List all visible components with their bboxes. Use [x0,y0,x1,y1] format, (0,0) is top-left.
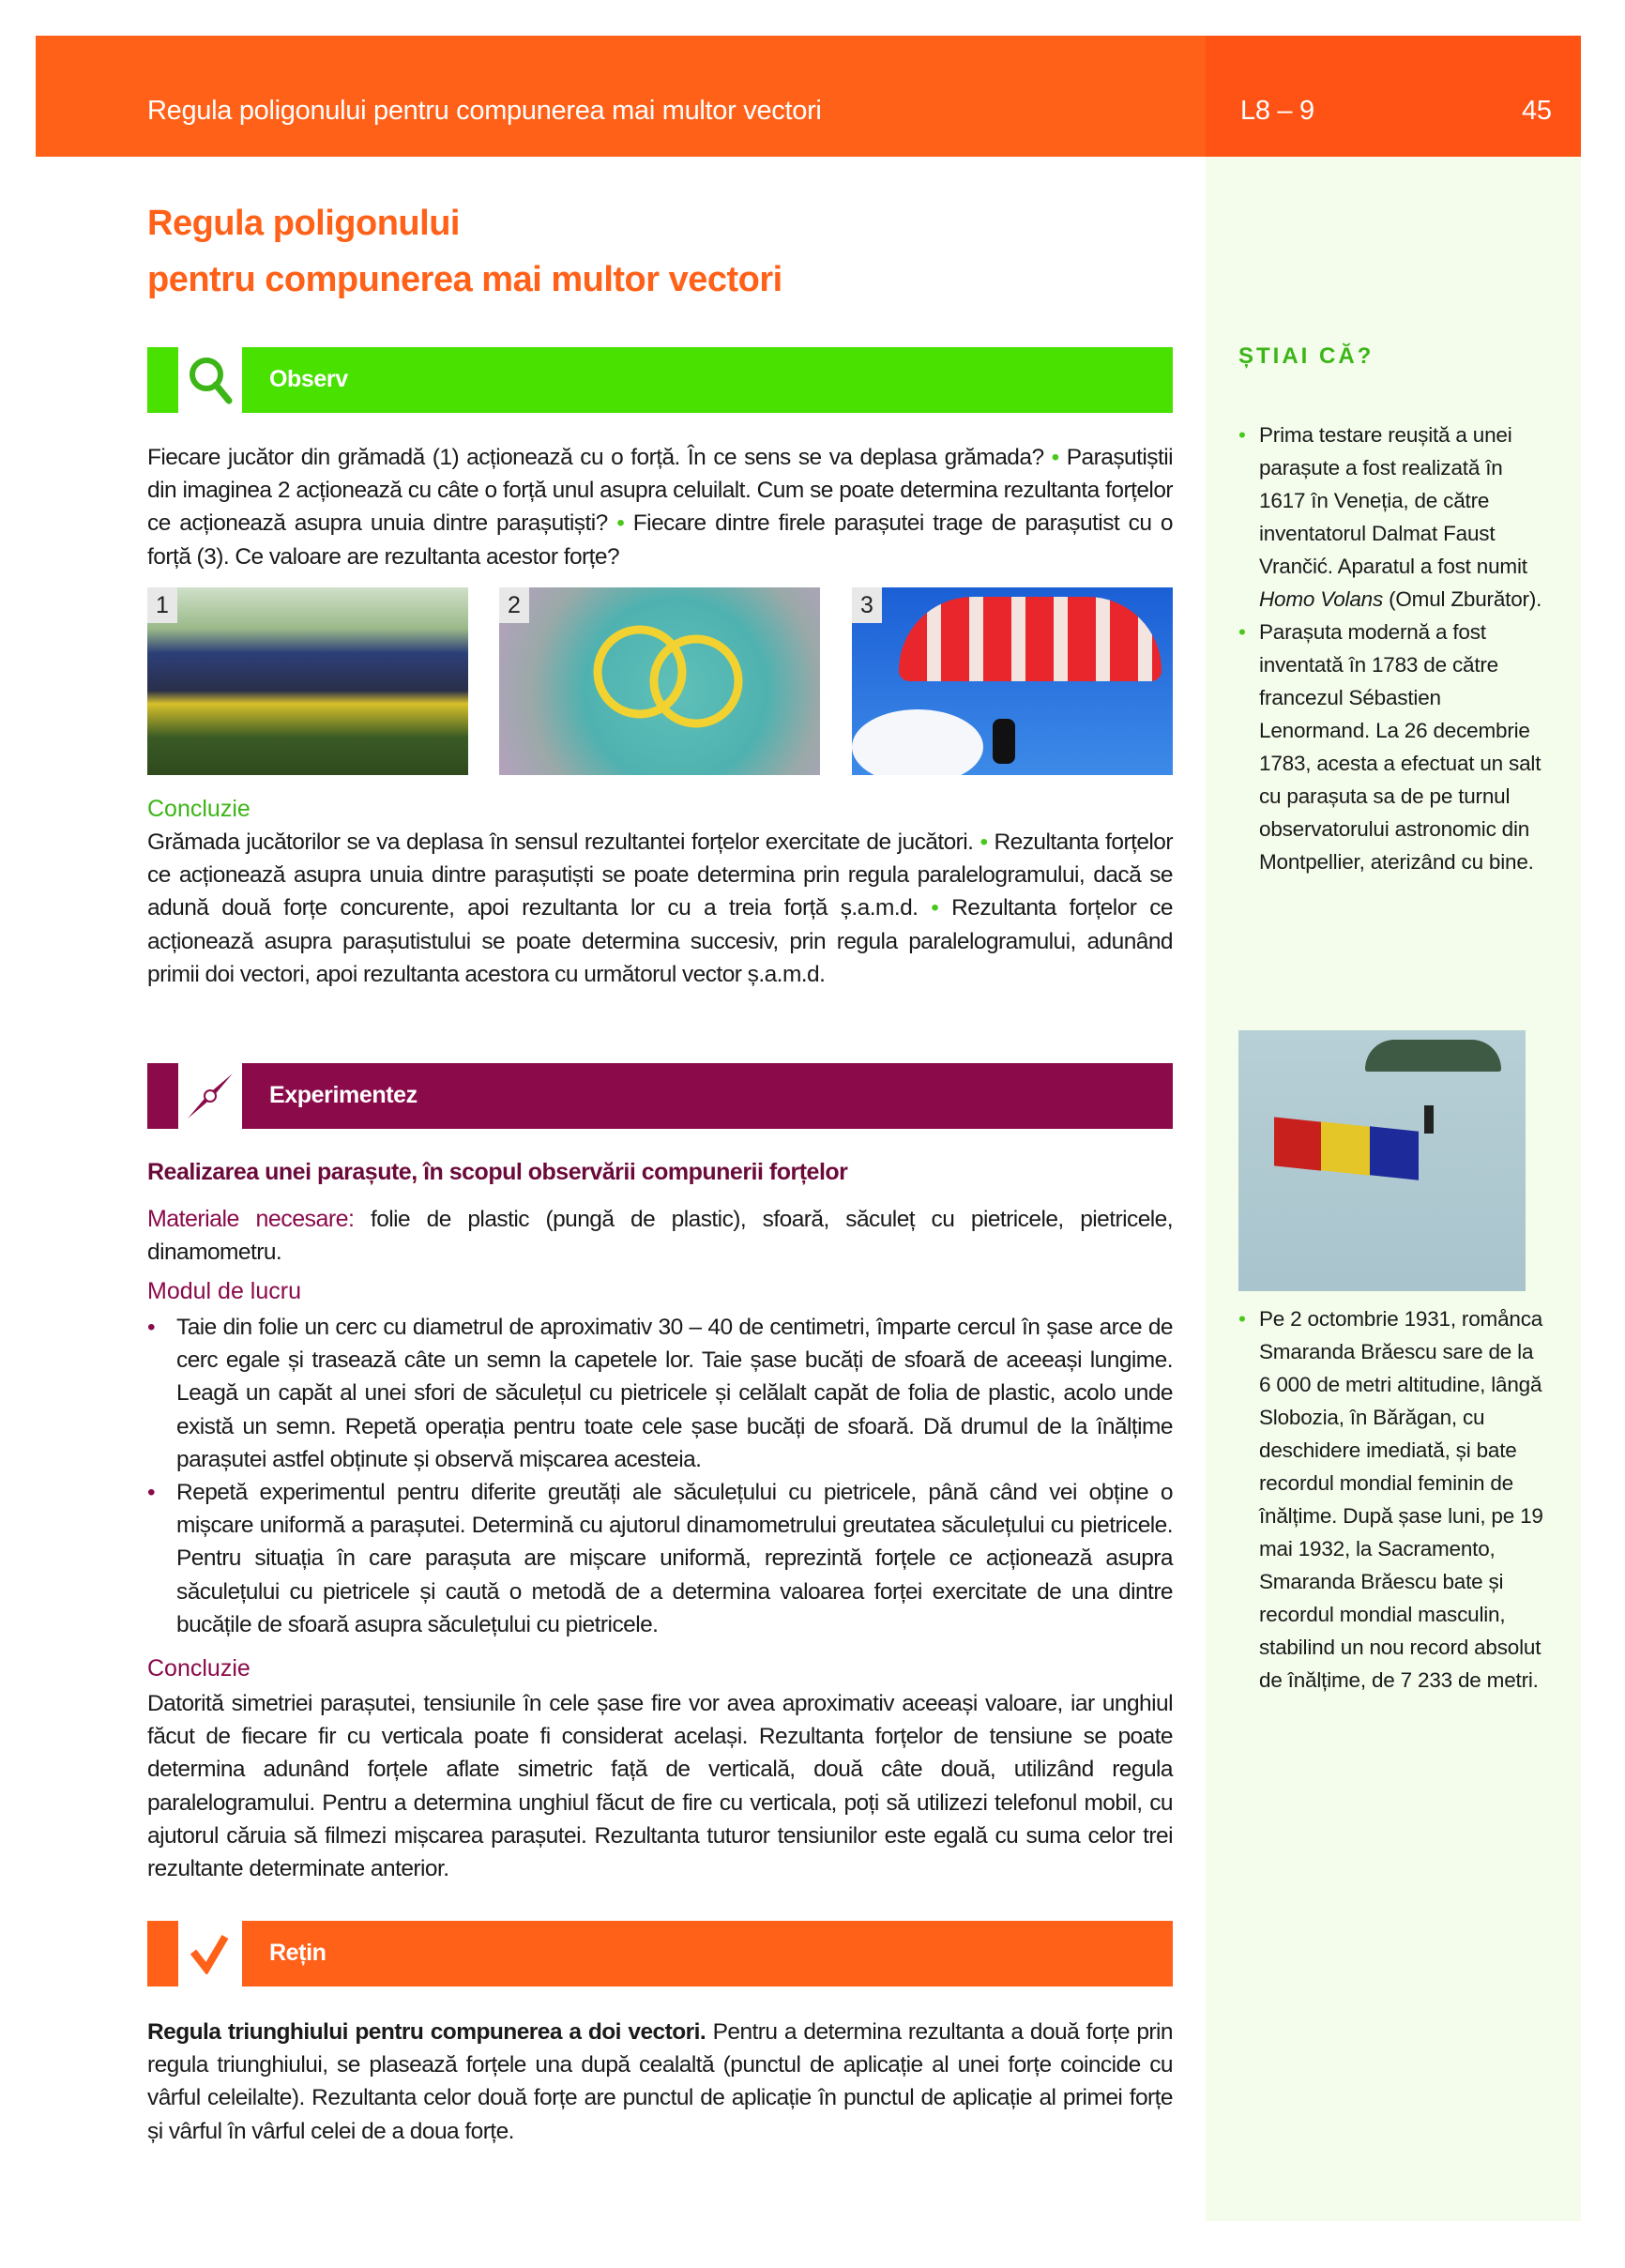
method-heading: Modul de lucru [147,1278,301,1304]
fact-item [1238,419,1548,616]
section-bar-retin [147,1921,1173,1986]
bullet-dot: • [1051,445,1059,470]
image-number: 3 [852,587,882,623]
observ-question-3: Fiecare dintre firele parașutei trage de parașutist cu o forță (3). Ce valoare are rezultanta acestor forțe? [147,510,1173,570]
rule-text: Pentru a determina rezultanta a două forțe prin regula triunghiului, se plasează forțele una după cealaltă (punctul de aplicație al unei forțe coincide cu vârful celeilalte). Rezultanta celor două forțe are punctul de aplicație în punctul de aplicație al primei forțe și vârful în vârful celei de a doua forțe. [147,2019,1173,2144]
rule-name: Regula triunghiului pentru compunerea a doi vectori. [147,2019,706,2045]
title-line-1: Regula poligonului [147,204,460,243]
lesson-number: L8 – 9 [1240,96,1314,126]
flag-parachutist-image [1238,1030,1526,1291]
fact-text: Prima testare reușită a unei parașute a fost realizată în 1617 în Veneția, de către inventatorul Dalmat Faust Vrančić. Aparatul a fost numit [1259,423,1527,578]
image-number: 2 [499,587,529,623]
conclusion-sentence-2: Rezultanta forțelor ce acționează asupra unuia dintre parașutiști se poate determina prin regula paralelogramului, dacă se adună două forțe concurente, apoi rezultanta lor cu a treia forță ș.a.m.d. [147,830,1173,921]
conclusion-sentence-1: Grămada jucătorilor se va deplasa în sensul rezultantei forțelor exercitate de jucători. [147,830,974,855]
experiment-subtitle: Realizarea unei parașute, în scopul observării compunerii forțelor [147,1159,848,1185]
bullet-dot: • [931,895,939,921]
fact-item: • Pe 2 octombrie 1931, romånca Smaranda Brăescu sare de la 6 000 de metri altitudine, lângă Slobozia, în Bărăgan, cu deschidere imediată, și bate recordul mondial feminin de înălțime. După șase luni, pe 19 mai 1932, la Sacramento, Smaranda Brăescu bate și recordul mondial masculin, stabilind un nou record absolut de înălțime, de 7 233 de metri. [1238,1302,1548,1697]
page-title [147,195,1086,308]
image-number: 1 [147,587,177,623]
section-bar-observ [147,347,1173,413]
skydivers-formation-image [499,587,820,775]
section-label: Observ [269,366,348,392]
conclusion-sentence-3: Rezultanta forțelor ce acționează asupra parașutistului se poate determina succesiv, prin regula paralelogramului, adunând primii doi vectori, apoi rezultanta acestora cu următorul vector ș.a.m.d. [147,895,1173,987]
compass-icon [178,1063,242,1129]
section-bar-experimentez [147,1063,1173,1129]
observ-question-1: Fiecare jucător din grămadă (1) acționează cu o forță. În ce sens se va deplasa grămada? [147,445,1044,470]
observ-question-2: Parașutiștii din imaginea 2 acționează cu câte o forță unul asupra celuilalt. Cum se poate determina rezultanta forțelor ce acționează asupra unuia dintre parașutiști? [147,445,1173,537]
parachute-image [852,587,1173,775]
experiment-conclusion: Datorită simetriei parașutei, tensiunile în cele șase fire vor avea aproximativ aceeași valoare, iar unghiul făcut de fiecare fir cu verticala poate fi considerat același. Rezultanta forțelor de tensiune se poate determina adunând forțele aflate simetric față de verticală, două câte două, utilizând regula paralelogramului. Pentru a determina unghiul făcut de fire cu verticala, poți să utilizezi telefonul mobil, cu ajutorul căruia să filmezi mișcarea parașutei. Rezultanta tuturor tensiunilor este egală cu suma celor trei rezultante determinate anterior. [147,1691,1173,1882]
sidebar-facts-2 [1238,1302,1548,1697]
materials-text: folie de plastic (pungă de plastic), sfoară, săculeț cu pietricele, pietricele, dinamometru. [147,1207,1174,1266]
section-label: Rețin [269,1940,327,1966]
running-title: Regula poligonului pentru compunerea mai multor vectori [147,96,822,126]
method-steps [147,1311,1173,1641]
checkmark-icon [178,1921,242,1986]
magnifier-icon [178,347,242,413]
fact-italic: Homo Volans [1259,587,1384,611]
fact-text: (Omul Zburător). [1383,587,1542,611]
step-item: • Taie din folie un cerc cu diametrul de aproximativ 30 – 40 de centimetri, împarte cercul în șase arce de cerc egale și trasează câte un semn la capetele lor. Taie șase bucăți de sfoară de aceeași lungime. Leagă un capăt al unei sfori de săculețul cu pietricele și celălalt capăt de folia de plastic, acolo unde există un semn. Repetă operația pentru toate cele șase bucăți de sfoară. Dă drumul de la înălțime parașutei astfel obținute și observă mișcarea acesteia. [147,1311,1173,1476]
fact-item: • Parașuta modernă a fost inventată în 1783 de către francezul Sébastien Lenormand. La 26 decembrie 1783, acesta a efectuat un salt cu parașuta sa de pe turnul observatorului astronomic din Montpellier, aterizând cu bine. [1238,616,1548,878]
observ-conclusion [147,826,1173,991]
section-label: Experimentez [269,1082,418,1108]
did-you-know-heading: ȘTIAI CĂ? [1238,343,1374,369]
bullet-dot: • [616,510,625,537]
materials-label: Materiale necesare: [147,1206,355,1232]
observ-text [147,441,1173,573]
conclusion-heading: Concluzie [147,796,251,822]
title-line-2: pentru compunerea mai multor vectori [147,260,782,299]
step-item: • Repetă experimentul pentru diferite greutăți ale săculețului cu pietricele, până când vei obține o mișcare uniformă a parașutei. Determină cu ajutorul dinamometrului greutatea săculețului cu pietricele. Pentru situația în care parașuta are mișcare uniformă, reprezintă forțele ce acționează asupra săculețului cu pietricele și caută o metodă de a determina valoarea forței exercitate de una dintre bucățile de sfoară asupra săculețului cu pietricele. [147,1476,1173,1641]
conclusion-heading: Concluzie [147,1655,251,1682]
page-number: 45 [1522,96,1552,126]
retin-text [147,2016,1173,2148]
rugby-scrum-image [147,587,468,775]
materials [147,1203,1173,1269]
sidebar-facts [1238,419,1548,878]
bullet-dot: • [980,830,988,855]
